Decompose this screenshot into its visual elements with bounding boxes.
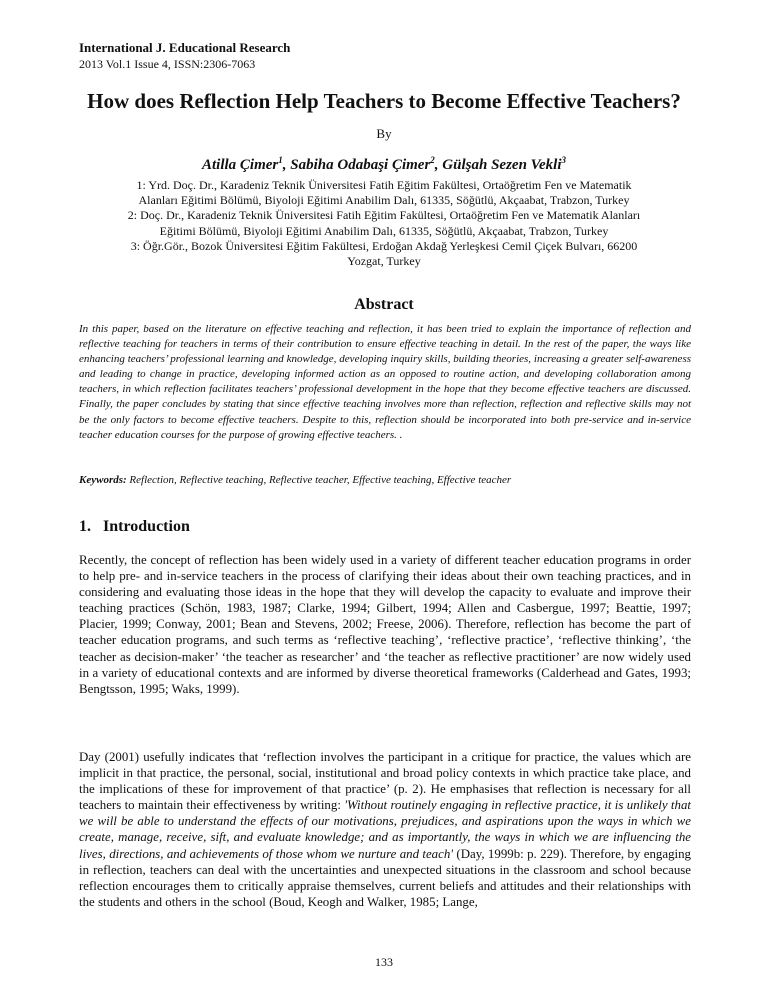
section-title: Introduction	[103, 518, 190, 535]
page-number: 133	[375, 955, 393, 969]
author-superscript: 3	[561, 155, 566, 165]
paragraph-text: Day (2001) usefully indicates that ‘reflection involves the participant in a critique for practice, the values which are implicit in that practice, the personal, social, institutional and broad policy contexts in which practice take place, and the implications of these for improvement of that practice’ (p. 2). He emphasises that reflection is necessary for all teachers to maintain their effectiveness by writing:	[79, 750, 691, 813]
abstract-text: In this paper, based on the literature on effective teaching and reflection, it has been tried to explain the importance of reflection and reflective teaching for teachers in terms of their contribution to ensure effective teaching in detail. In the rest of the paper, the ways like enhancing teachers’ professional learning and knowledge, developing inquiry skills, building theories, increasing a greater self-awareness and leading to change in practice, developing informed action as an opposed to routine action, and developing collaboration among teachers, in which reflection facilitates teachers’ professional development in the hope that they become effective teachers are discussed. Finally, the paper concludes by stating that since effective teaching involves more than reflection, reflection and reflective skills may not be the only factors to become effective teachers. Despite to this, reflection should be incorporated into both pre-service and in-service teacher education courses for the purpose of growing effective teachers. .	[79, 323, 691, 441]
affiliation-line: Alanları Eğitimi Bölümü, Biyoloji Eğitimi Anabilim Dalı, 61335, Söğütlü, Akçaabat, Trabzon, Turkey	[138, 193, 630, 208]
journal-header	[79, 40, 290, 72]
section-heading	[79, 518, 190, 536]
journal-name: International J. Educational Research	[79, 40, 291, 55]
section-number: 1.	[79, 518, 91, 535]
affiliation-line: 3: Öğr.Gör., Bozok Üniversitesi Eğitim Fakültesi, Erdoğan Akdağ Yerleşkesi Cemil Çiçek Bulvarı, 66200	[130, 238, 638, 253]
body-paragraph	[79, 749, 691, 910]
author-list: Atilla Çimer$^1$, Sabiha Odabaşi Çimer$^2$, Gülşah Sezen Vekli$^3$	[202, 155, 566, 173]
by-line: By	[376, 126, 392, 141]
author-name: Atilla Çimer	[202, 157, 279, 173]
abstract-heading: Abstract	[354, 296, 414, 313]
affiliation-line: 1: Yrd. Doç. Dr., Karadeniz Teknik Üniversitesi Fatih Eğitim Fakültesi, Ortaöğretim Fen ve Matematik	[136, 178, 632, 192]
author-superscript: 2	[430, 155, 435, 165]
author-name: Sabiha Odabaşi Çimer	[290, 157, 431, 173]
paragraph-text: (Day, 1999b: p. 229). Therefore, by engaging in reflection, teachers can deal with the uncertainties and unexpected situations in the classroom and school because reflection encourages them to critically appraise themselves, current beliefs and attitudes and their relationships with the students and others in the school (Boud, Keogh and Walker, 1985; Lange,	[79, 846, 691, 909]
keywords-text: Reflection, Reflective teaching, Reflective teacher, Effective teaching, Effective teacher	[126, 474, 512, 486]
keywords-label: Keywords:	[79, 474, 127, 486]
author-superscript: 1	[278, 155, 283, 165]
body-paragraph: Recently, the concept of reflection has been widely used in a variety of different teacher education programs in order to help pre- and in-service teachers in the process of clarifying their ideas about their own teaching practices, and in considering and evaluating those ideas in the hope that they will develop the capacity to evaluate and improve their teaching practices (Schön, 1983, 1987; Clarke, 1994; Gilbert, 1994; Allen and Casbergue, 1997; Beattie, 1997; Placier, 1999; Conway, 2001; Bean and Stevens, 2002; Freese, 2006). Therefore, reflection has become the part of teacher education programs, and such terms as ‘reflective teaching’, ‘reflective practice’, ‘reflective thinking’, ‘the teacher as decision-maker’ ‘the teacher as researcher’ and ‘the teacher as reflective practitioner’ are now widely used in a variety of educational contexts and are informed by diverse theoretical frameworks (Calderhead and Gates, 1993; Bengtsson, 1995; Waks, 1999).	[79, 553, 691, 696]
keywords	[79, 474, 691, 486]
paper-title: How does Reflection Help Teachers to Become Effective Teachers?	[87, 89, 681, 113]
affiliations	[60, 178, 708, 269]
affiliation-line: 2: Doç. Dr., Karadeniz Teknik Üniversitesi Fatih Eğitim Fakültesi, Ortaöğretim Fen ve Matematik Alanları	[127, 208, 641, 223]
block-quotation: 'Without routinely engaging in reflective practice, it is unlikely that we will be able to understand the effects of our motivations, prejudices, and aspirations upon the ways in which we create, manage, receive, sift, and evaluate knowledge; and as importantly, the ways in which we are influencing the lives, directions, and achievements of those whom we nurture and teach'	[79, 798, 691, 861]
author-name: Gülşah Sezen Vekli	[442, 157, 562, 173]
affiliation-line: Eğitimi Bölümü, Biyoloji Eğitimi Anabilim Dalı, 61335, Söğütlü, Akçaabat, Trabzon, Turkey	[159, 223, 609, 238]
affiliation-line: Yozgat, Turkey	[347, 254, 421, 269]
journal-volume-info: 2013 Vol.1 Issue 4, ISSN:2306-7063	[79, 57, 256, 71]
